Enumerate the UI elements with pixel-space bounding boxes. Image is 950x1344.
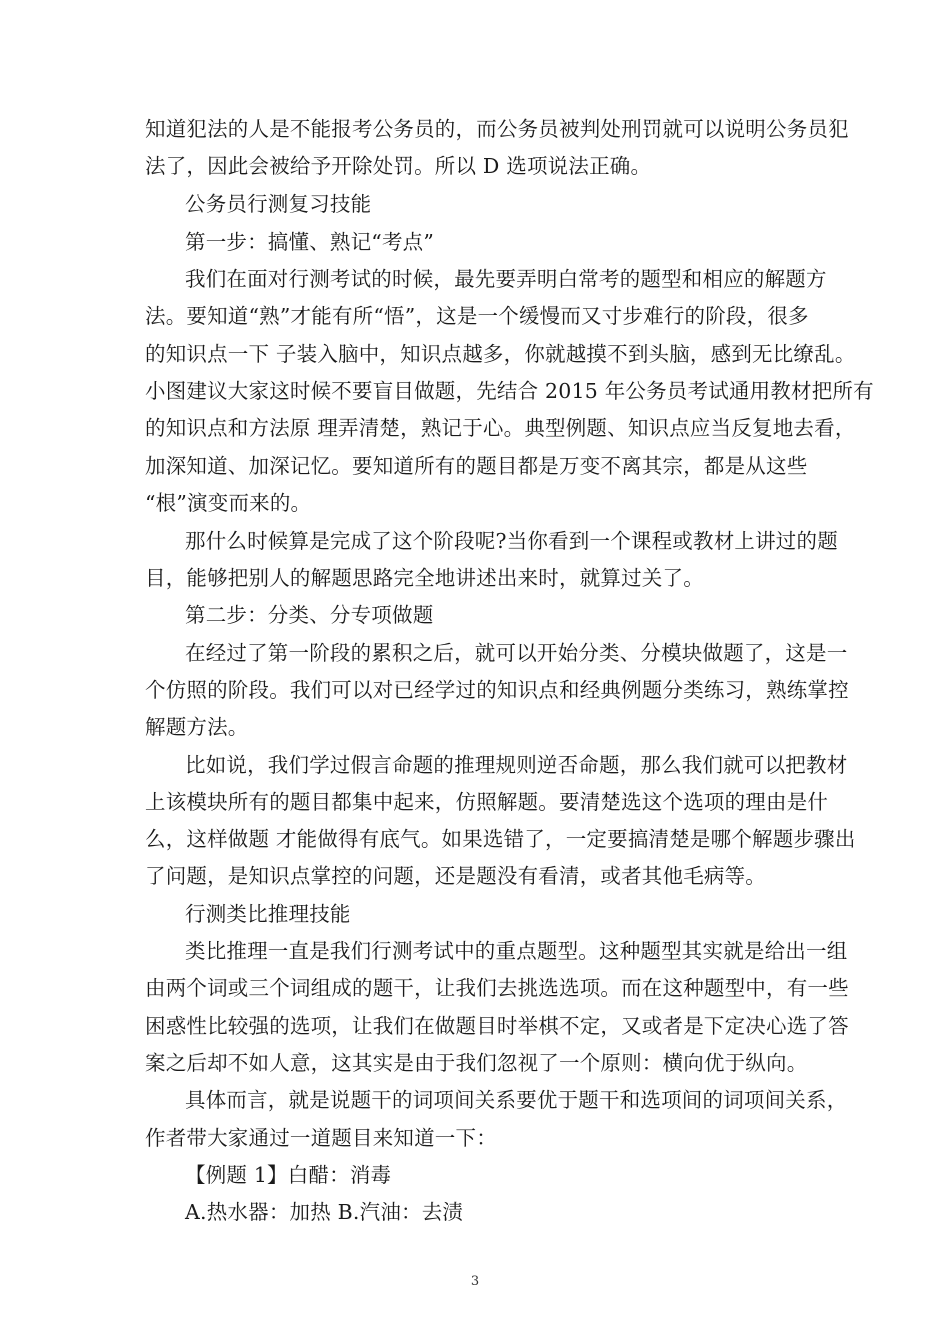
body-text-line: 解题方法。 bbox=[145, 715, 249, 739]
body-text-line: 那什么时候算是完成了这个阶段呢?当你看到一个课程或教材上讲过的题 bbox=[185, 529, 838, 553]
example-heading: 【例题 1】白醋：消毒 bbox=[185, 1163, 392, 1187]
page-number: 3 bbox=[470, 1274, 480, 1289]
example-options: A.热水器：加热 B.汽油：去渍 bbox=[185, 1200, 464, 1224]
body-text-line: 由两个词或三个词组成的题干，让我们去挑选选项。而在这种题型中，有一些 bbox=[145, 976, 849, 1000]
body-text-line: 类比推理一直是我们行测考试中的重点题型。这种题型其实就是给出一组 bbox=[185, 939, 848, 963]
section-heading: 公务员行测复习技能 bbox=[185, 192, 372, 216]
body-text-line: 的知识点一下 子装入脑中，知识点越多，你就越摸不到头脑，感到无比缭乱。 bbox=[145, 342, 856, 366]
body-text-line: 具体而言，就是说题干的词项间关系要优于题干和选项间的词项间关系， bbox=[185, 1088, 848, 1112]
step-heading: 第二步：分类、分专项做题 bbox=[185, 603, 434, 627]
body-text-line: 在经过了第一阶段的累积之后，就可以开始分类、分模块做题了，这是一 bbox=[185, 641, 848, 665]
body-text-line: 加深知道、加深记忆。要知道所有的题目都是万变不离其宗，都是从这些 bbox=[145, 454, 808, 478]
section-heading: 行测类比推理技能 bbox=[185, 902, 351, 926]
body-text-line: 上该模块所有的题目都集中起来，仿照解题。要清楚选这个选项的理由是什 bbox=[145, 790, 829, 814]
body-text-line: 小图建议大家这时候不要盲目做题，先结合 2015 年公务员考试通用教材把所有 bbox=[145, 379, 874, 403]
body-text-line: 困惑性比较强的选项，让我们在做题目时举棋不定，又或者是下定决心选了答 bbox=[145, 1014, 849, 1038]
body-text-line: “根”演变而来的。 bbox=[145, 491, 312, 515]
body-text-line: 么，这样做题 才能做得有底气。如果选错了，一定要搞清楚是哪个解题步骤出 bbox=[145, 827, 856, 851]
body-text-line: 作者带大家通过一道题目来知道一下： bbox=[145, 1126, 497, 1150]
body-text-line: 案之后却不如人意，这其实是由于我们忽视了一个原则：横向优于纵向。 bbox=[145, 1051, 808, 1075]
body-text-line: 知道犯法的人是不能报考公务员的，而公务员被判处刑罚就可以说明公务员犯 bbox=[145, 117, 849, 141]
body-text-line: 我们在面对行测考试的时候，最先要弄明白常考的题型和相应的解题方 bbox=[185, 267, 827, 291]
body-text-line: 比如说，我们学过假言命题的推理规则逆否命题，那么我们就可以把教材 bbox=[185, 753, 848, 777]
body-text-line: 个仿照的阶段。我们可以对已经学过的知识点和经典例题分类练习，熟练掌控 bbox=[145, 678, 849, 702]
body-text-line: 了问题，是知识点掌控的问题，还是题没有看清，或者其他毛病等。 bbox=[145, 864, 766, 888]
body-text-line: 的知识点和方法原 理弄清楚，熟记于心。典型例题、知识点应当反复地去看， bbox=[145, 416, 856, 440]
step-heading: 第一步：搞懂、熟记“考点” bbox=[185, 230, 435, 254]
body-text-line: 法了，因此会被给予开除处罚。所以 D 选项说法正确。 bbox=[145, 154, 652, 178]
body-text-line: 法。要知道“熟”才能有所“悟”，这是一个缓慢而又寸步难行的阶段，很多 bbox=[145, 304, 809, 328]
body-text-line: 目，能够把别人的解题思路完全地讲述出来时，就算过关了。 bbox=[145, 566, 704, 590]
